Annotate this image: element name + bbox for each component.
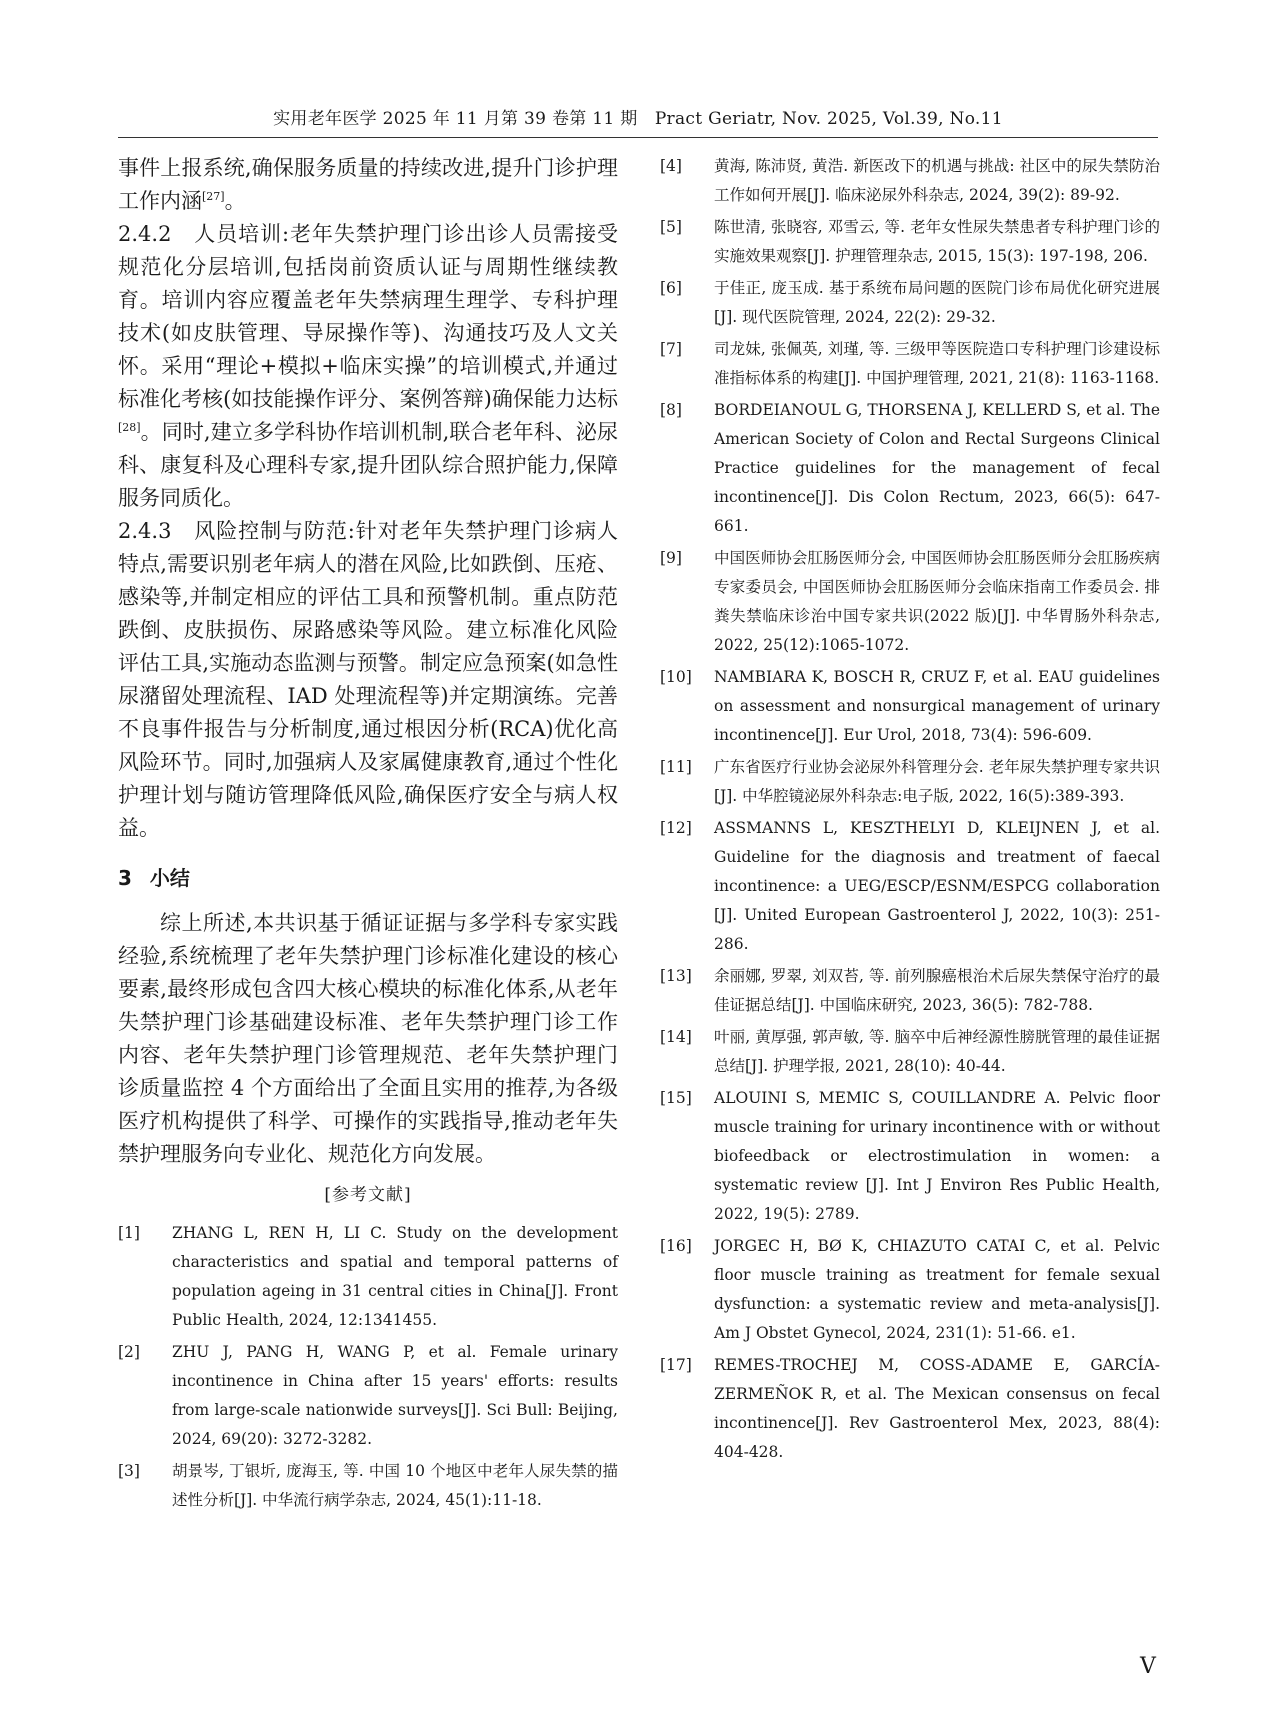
reference-text: 胡景岑, 丁银圻, 庞海玉, 等. 中国 10 个地区中老年人尿失禁的描述性分析[J]. 中华流行病学杂志, 2024, 45(1):11-18.	[172, 1462, 618, 1509]
paragraph-staff-training	[118, 218, 618, 515]
citation-27: [27]	[202, 190, 225, 203]
paragraph-summary: 综上所述,本共识基于循证证据与多学科专家实践经验,系统梳理了老年失禁护理门诊标准化建设的核心要素,最终形成包含四大核心模块的标准化体系,从老年失禁护理门诊基础建设标准、老年失禁护理门诊工作内容、老年失禁护理门诊管理规范、老年失禁护理门诊质量监控 4 个方面给出了全面且实用的推荐,为各级医疗机构提供了科学、可操作的实践指导,推动老年失禁护理服务向专业化、规范化方向发展。	[118, 911, 618, 1166]
reference-item	[118, 1338, 618, 1454]
reference-text: ALOUINI S, MEMIC S, COUILLANDRE A. Pelvic floor muscle training for urinary incontinence with or without biofeedback or electrostimulation in women: a systematic review [J]. Int J Environ Res Public Health, 2022, 19(5): 2789.	[714, 1089, 1160, 1223]
right-column	[660, 152, 1160, 1470]
reference-item	[660, 962, 1160, 1020]
reference-text: ZHU J, PANG H, WANG P, et al. Female urinary incontinence in China after 15 years' efforts: results from large-scale nationwide surveys[J]. Sci Bull: Beijing, 2024, 69(20): 3272-3282.	[172, 1343, 618, 1448]
reference-item	[660, 152, 1160, 210]
reference-text: REMES-TROCHEJ M, COSS-ADAME E, GARCÍA-ZERMEÑOK R, et al. The Mexican consensus on fecal incontinence[J]. Rev Gastroenterol Mex, 2023, 88(4): 404-428.	[714, 1356, 1160, 1461]
reference-number: [17]	[660, 1356, 692, 1374]
citation-28: [28]	[118, 421, 141, 434]
reference-list-left	[118, 1219, 618, 1515]
paragraph-text: 2.4.2 人员培训:老年失禁护理门诊出诊人员需接受规范化分层培训,包括岗前资质认证与周期性继续教育。培训内容应覆盖老年失禁病理生理学、专科护理技术(如皮肤管理、导尿操作等)、沟通技巧及人文关怀。采用“理论+模拟+临床实操”的培训模式,并通过标准化考核(如技能操作评分、案例答辩)确保能力达标	[118, 222, 618, 411]
left-column	[118, 152, 618, 1518]
reference-number: [4]	[660, 157, 682, 175]
reference-number: [9]	[660, 549, 682, 567]
reference-item	[118, 1457, 618, 1515]
reference-item	[660, 1232, 1160, 1348]
reference-number: [2]	[118, 1343, 140, 1361]
reference-text: JORGEC H, BØ K, CHIAZUTO CATAI C, et al. Pelvic floor muscle training as treatment for female sexual dysfunction: a systematic review and meta-analysis[J]. Am J Obstet Gynecol, 2024, 231(1): 51-66. e1.	[714, 1237, 1160, 1342]
reference-number: [11]	[660, 758, 692, 776]
reference-text: 司龙妹, 张佩英, 刘瑾, 等. 三级甲等医院造口专科护理门诊建设标准指标体系的构建[J]. 中国护理管理, 2021, 21(8): 1163-1168.	[714, 340, 1160, 387]
reference-item	[118, 1219, 618, 1335]
reference-item	[660, 544, 1160, 660]
paragraph-text: 事件上报系统,确保服务质量的持续改进,提升门诊护理工作内涵	[118, 156, 618, 213]
paragraph-text-end: 。	[224, 189, 246, 213]
reference-number: [12]	[660, 819, 692, 837]
reference-item	[660, 1084, 1160, 1229]
section-title: 小结	[149, 866, 190, 890]
reference-item	[660, 213, 1160, 271]
reference-number: [6]	[660, 279, 682, 297]
reference-item	[660, 274, 1160, 332]
page-number: V	[1140, 1654, 1156, 1679]
reference-text: 陈世清, 张晓容, 邓雪云, 等. 老年女性尿失禁患者专科护理门诊的实施效果观察[J]. 护理管理杂志, 2015, 15(3): 197-198, 206.	[714, 218, 1160, 265]
reference-list-right	[660, 152, 1160, 1467]
reference-item	[660, 1351, 1160, 1467]
running-header: 实用老年医学 2025 年 11 月第 39 卷第 11 期 Pract Geriatr, Nov. 2025, Vol.39, No.11	[273, 109, 1003, 129]
section-number: 3	[118, 866, 132, 890]
reference-number: [7]	[660, 340, 682, 358]
reference-item	[660, 396, 1160, 541]
reference-number: [8]	[660, 401, 682, 419]
reference-number: [5]	[660, 218, 682, 236]
references-heading: [参考文献]	[324, 1185, 412, 1205]
reference-text: ASSMANNS L, KESZTHELYI D, KLEIJNEN J, et al. Guideline for the diagnosis and treatment of faecal incontinence: a UEG/ESCP/ESNM/ESPCG collaboration [J]. United European Gastroenterol J, 2022, 10(3): 251-286.	[714, 819, 1160, 953]
reference-item	[660, 753, 1160, 811]
reference-text: 于佳正, 庞玉成. 基于系统布局问题的医院门诊布局优化研究进展[J]. 现代医院管理, 2024, 22(2): 29-32.	[714, 279, 1160, 326]
paragraph-risk-control: 2.4.3 风险控制与防范:针对老年失禁护理门诊病人特点,需要识别老年病人的潜在风险,比如跌倒、压疮、感染等,并制定相应的评估工具和预警机制。重点防范跌倒、皮肤损伤、尿路感染等风险。建立标准化风险评估工具,实施动态监测与预警。制定应急预案(如急性尿潴留处理流程、IAD 处理流程等)并定期演练。完善不良事件报告与分析制度,通过根因分析(RCA)优化高风险环节。同时,加强病人及家属健康教育,通过个性化护理计划与随访管理降低风险,确保医疗安全与病人权益。	[118, 519, 618, 840]
reference-item	[660, 663, 1160, 750]
paragraph-text-end: 。同时,建立多学科协作培训机制,联合老年科、泌尿科、康复科及心理科专家,提升团队综合照护能力,保障服务同质化。	[118, 420, 618, 510]
reference-item	[660, 814, 1160, 959]
reference-number: [16]	[660, 1237, 692, 1255]
reference-number: [3]	[118, 1462, 140, 1480]
reference-text: 中国医师协会肛肠医师分会, 中国医师协会肛肠医师分会肛肠疾病专家委员会, 中国医师协会肛肠医师分会临床指南工作委员会. 排粪失禁临床诊治中国专家共识(2022 版)[J]. 中华胃肠外科杂志, 2022, 25(12):1065-1072.	[714, 549, 1160, 654]
reference-item	[660, 335, 1160, 393]
reference-text: 余丽娜, 罗翠, 刘双苔, 等. 前列腺癌根治术后尿失禁保守治疗的最佳证据总结[J]. 中国临床研究, 2023, 36(5): 782-788.	[714, 967, 1160, 1014]
reference-text: 广东省医疗行业协会泌尿外科管理分会. 老年尿失禁护理专家共识[J]. 中华腔镜泌尿外科杂志:电子版, 2022, 16(5):389-393.	[714, 758, 1160, 805]
reference-item	[660, 1023, 1160, 1081]
reference-number: [1]	[118, 1224, 140, 1242]
reference-text: 黄海, 陈沛贤, 黄浩. 新医改下的机遇与挑战: 社区中的尿失禁防治工作如何开展[J]. 临床泌尿外科杂志, 2024, 39(2): 89-92.	[714, 157, 1160, 204]
reference-text: NAMBIARA K, BOSCH R, CRUZ F, et al. EAU guidelines on assessment and nonsurgical management of urinary incontinence[J]. Eur Urol, 2018, 73(4): 596-609.	[714, 668, 1160, 744]
reference-number: [13]	[660, 967, 692, 985]
header-rule	[118, 137, 1158, 138]
reference-number: [10]	[660, 668, 692, 686]
reference-text: ZHANG L, REN H, LI C. Study on the development characteristics and spatial and temporal patterns of population ageing in 31 central cities in China[J]. Front Public Health, 2024, 12:1341455.	[172, 1224, 618, 1329]
reference-text: 叶丽, 黄厚强, 郭声敏, 等. 脑卒中后神经源性膀胱管理的最佳证据总结[J]. 护理学报, 2021, 28(10): 40-44.	[714, 1028, 1160, 1075]
paragraph-event-reporting	[118, 152, 618, 218]
reference-number: [15]	[660, 1089, 692, 1107]
reference-number: [14]	[660, 1028, 692, 1046]
section-heading-summary	[118, 862, 618, 891]
reference-text: BORDEIANOUL G, THORSENA J, KELLERD S, et al. The American Society of Colon and Rectal Surgeons Clinical Practice guidelines for the management of fecal incontinence[J]. Dis Colon Rectum, 2023, 66(5): 647-661.	[714, 401, 1160, 535]
